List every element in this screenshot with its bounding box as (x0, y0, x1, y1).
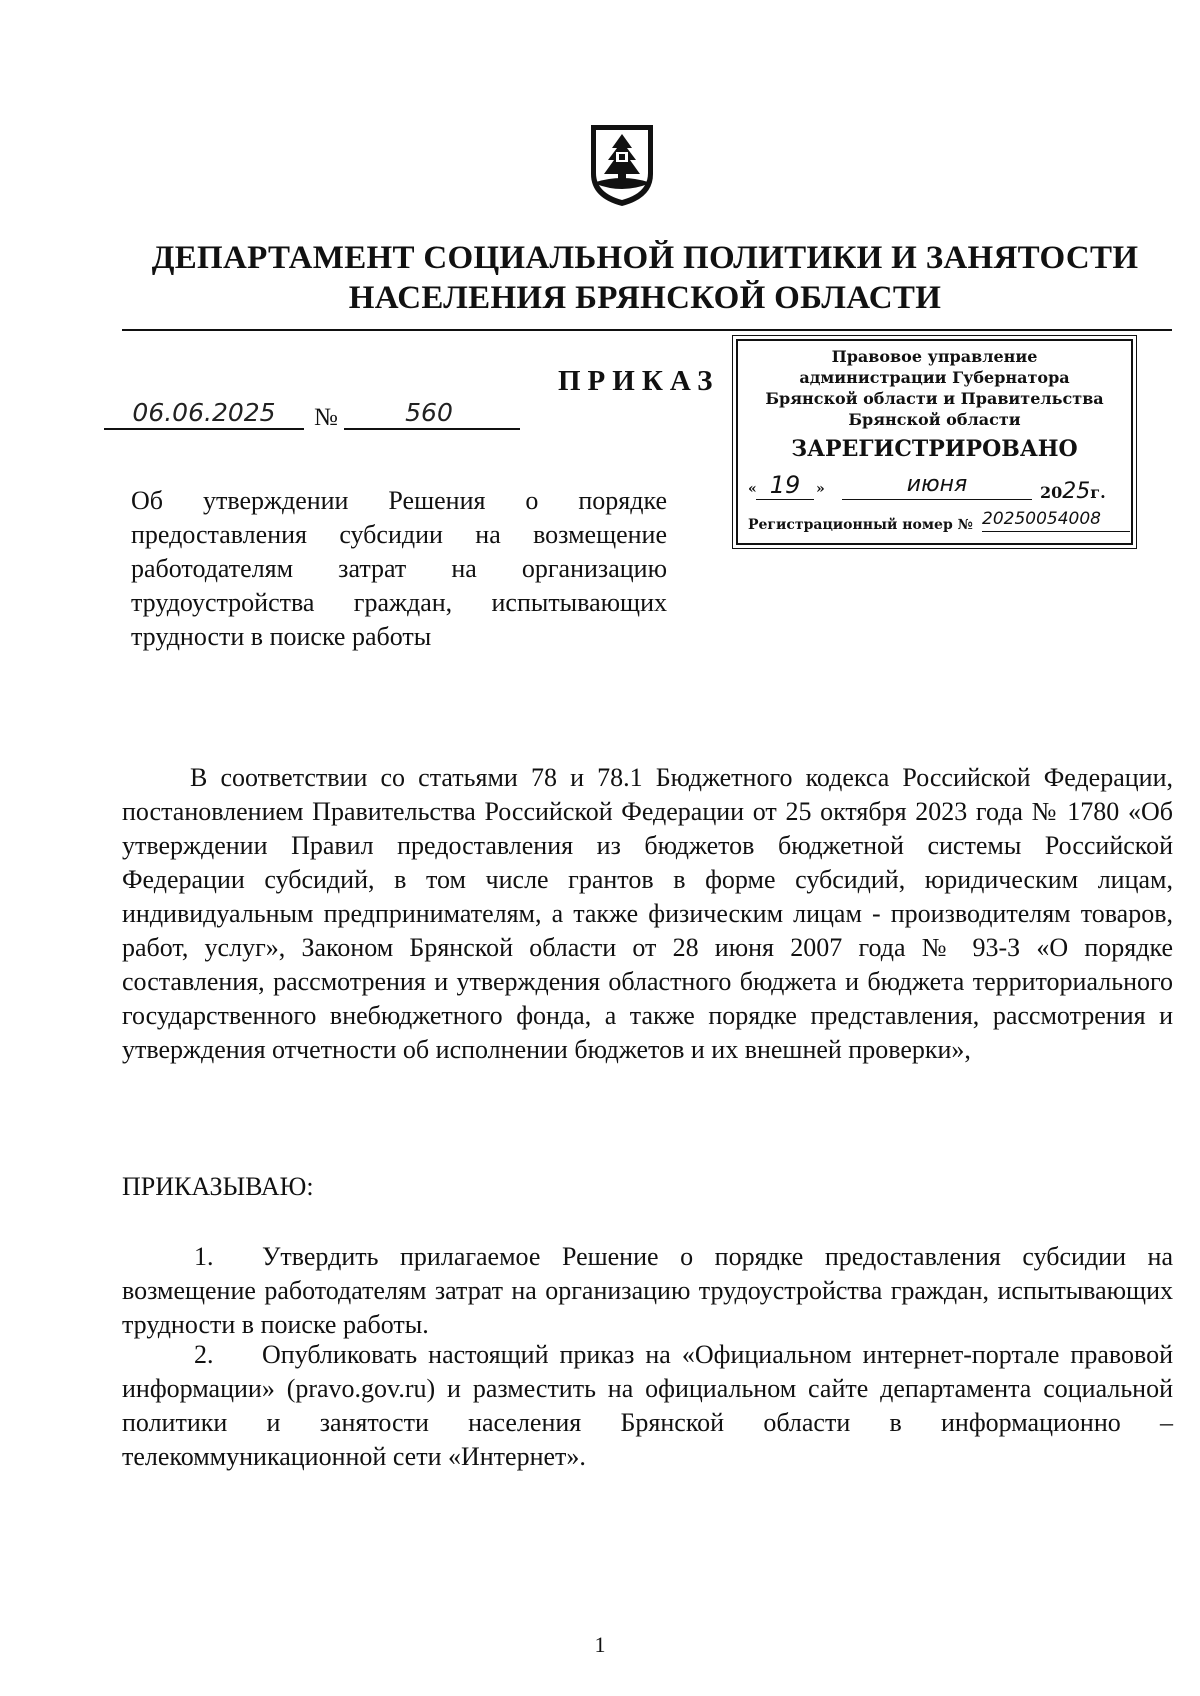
number-sign: № (314, 404, 338, 431)
item-text: Опубликовать настоящий приказ на «Официальном интернет-портале правовой информации» (pravo.gov.ru) и разместить на официальном сайте департамента социальной политики и занятости населения Брянской области в информационно – телекоммуникационной сети «Интернет». (122, 1340, 1173, 1471)
stamp-year-suffix: 25 (1062, 479, 1091, 504)
item-number: 2. (194, 1340, 214, 1369)
stamp-reg-label: Регистрационный номер № (748, 517, 973, 533)
department-name-line2: НАСЕЛЕНИЯ БРЯНСКОЙ ОБЛАСТИ (348, 280, 942, 316)
order-date: 06.06.2025 (104, 398, 304, 430)
preamble-paragraph: В соответствии со статьями 78 и 78.1 Бюджетного кодекса Российской Федерации, постановлением Правительства Российской Федерации от 25 октября 2023 года № 1780 «Об утверждении Правил предоставления из бюджетов бюджетной системы Российской Федерации субсидий, в том числе грантов в форме субсидий, юридическим лицам, индивидуальным предпринимателям, а также физическим лицам - производителям товаров, работ, услуг», Законом Брянской области от 28 июня 2007 года № 93-З «О порядке составления, рассмотрения и утверждения областного бюджета и бюджета территориального государственного внебюджетного фонда, а также порядке представления, рассмотрения и утверждения отчетности об исполнении бюджетов и их внешней проверки», (122, 763, 1173, 1064)
stamp-open-quote: « (748, 481, 757, 497)
stamp-line4: Брянской области (848, 410, 1021, 429)
order-item (122, 1338, 1173, 1474)
stamp-month: июня (842, 471, 1032, 500)
document-type: ПРИКАЗ (558, 365, 720, 397)
order-word: ПРИКАЗЫВАЮ: (122, 1172, 314, 1201)
stamp-line1: Правовое управление (831, 347, 1038, 366)
stamp-line2: администрации Губернатора (799, 368, 1070, 387)
stamp-line3: Брянской области и Правительства (765, 389, 1104, 408)
stamp-day: 19 (756, 471, 814, 500)
department-name-line1: ДЕПАРТАМЕНТ СОЦИАЛЬНОЙ ПОЛИТИКИ И ЗАНЯТОСТИ (151, 240, 1139, 276)
page-number: 1 (594, 1632, 606, 1657)
stamp-year-tail: г. (1090, 483, 1106, 502)
stamp-reg-number: 20250054008 (982, 507, 1130, 532)
coat-of-arms-icon (588, 122, 656, 208)
item-text: Утвердить прилагаемое Решение о порядке предоставления субсидии на возмещение работодателям затрат на организацию трудоустройства граждан, испытывающих трудности в поиске работы. (122, 1242, 1173, 1339)
stamp-year-prefix: 20 (1040, 483, 1063, 502)
item-number: 1. (194, 1242, 214, 1271)
order-item (122, 1240, 1173, 1342)
order-number: 560 (344, 398, 520, 430)
stamp-year (1040, 479, 1106, 504)
stamp-close-quote: » (816, 481, 825, 497)
stamp-status: ЗАРЕГИСТРИРОВАНО (791, 436, 1078, 462)
order-subject: Об утверждении Решения о порядке предоставления субсидии на возмещение работодателям затрат на организацию трудоустройства граждан, испытывающих трудности в поиске работы (131, 486, 667, 651)
registration-stamp (736, 339, 1133, 545)
header-divider (122, 329, 1172, 331)
